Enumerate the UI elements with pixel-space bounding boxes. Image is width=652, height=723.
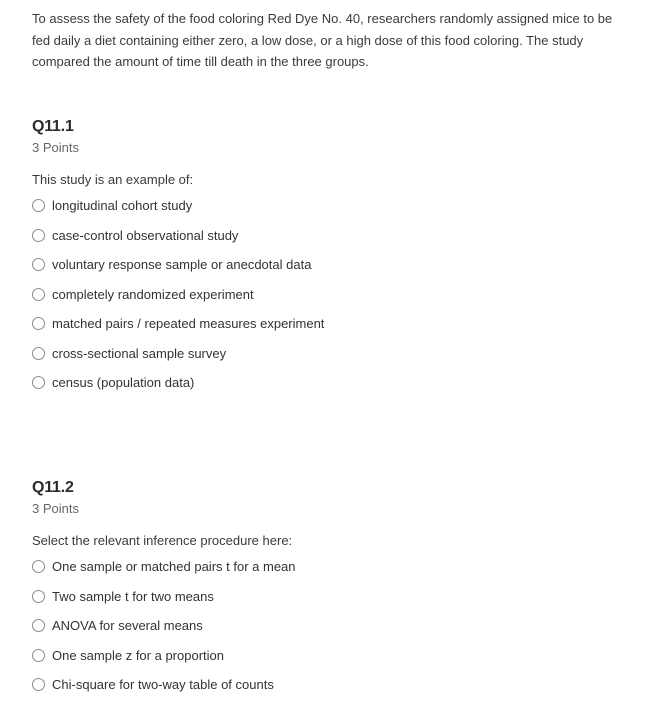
question-points: 3 Points	[32, 140, 79, 155]
answer-option[interactable]	[32, 641, 632, 671]
answer-option-label: completely randomized experiment	[52, 286, 254, 302]
radio-button-icon[interactable]	[32, 619, 45, 632]
radio-button-icon[interactable]	[32, 258, 45, 271]
question-title: Q11.1	[32, 118, 74, 135]
answer-option-label: matched pairs / repeated measures experiment	[52, 316, 325, 332]
answer-option-label: One sample z for a proportion	[52, 647, 224, 663]
radio-button-icon[interactable]	[32, 229, 45, 242]
answer-option[interactable]	[32, 582, 632, 612]
radio-button-icon[interactable]	[32, 649, 45, 662]
question-q11-1	[32, 117, 632, 398]
answer-option-label: cross-sectional sample survey	[52, 345, 227, 361]
answer-options-list	[32, 552, 632, 700]
answer-option-label: longitudinal cohort study	[52, 198, 193, 214]
question-title: Q11.2	[32, 479, 74, 496]
answer-option-label: ANOVA for several means	[52, 618, 203, 634]
answer-option-label: case-control observational study	[52, 227, 239, 243]
answer-option-label: One sample or matched pairs t for a mean	[52, 559, 296, 575]
answer-option[interactable]	[32, 191, 632, 221]
answer-option[interactable]	[32, 368, 632, 398]
answer-option[interactable]	[32, 280, 632, 310]
question-prompt: This study is an example of:	[32, 172, 194, 187]
answer-option-label: Two sample t for two means	[52, 588, 214, 604]
radio-button-icon[interactable]	[32, 347, 45, 360]
answer-option-label: census (population data)	[52, 375, 195, 391]
answer-option[interactable]	[32, 309, 632, 339]
answer-options-list	[32, 191, 632, 398]
question-points: 3 Points	[32, 501, 79, 516]
question-q11-2	[32, 478, 632, 700]
radio-button-icon[interactable]	[32, 560, 45, 573]
radio-button-icon[interactable]	[32, 288, 45, 301]
radio-button-icon[interactable]	[32, 590, 45, 603]
radio-button-icon[interactable]	[32, 678, 45, 691]
answer-option[interactable]	[32, 250, 632, 280]
question-intro-text: To assess the safety of the food coloring Red Dye No. 40, researchers randomly assigned mice to be fed daily a diet containing either zero, a low dose, or a high dose of this food coloring. The study compared the amount of time till death in the three groups.	[32, 11, 613, 69]
answer-option[interactable]	[32, 611, 632, 641]
answer-option[interactable]	[32, 221, 632, 251]
answer-option[interactable]	[32, 339, 632, 369]
answer-option-label: voluntary response sample or anecdotal data	[52, 257, 312, 273]
radio-button-icon[interactable]	[32, 199, 45, 212]
answer-option-label: Chi-square for two-way table of counts	[52, 677, 274, 693]
radio-button-icon[interactable]	[32, 317, 45, 330]
question-prompt: Select the relevant inference procedure here:	[32, 533, 293, 548]
radio-button-icon[interactable]	[32, 376, 45, 389]
answer-option[interactable]	[32, 670, 632, 700]
answer-option[interactable]	[32, 552, 632, 582]
